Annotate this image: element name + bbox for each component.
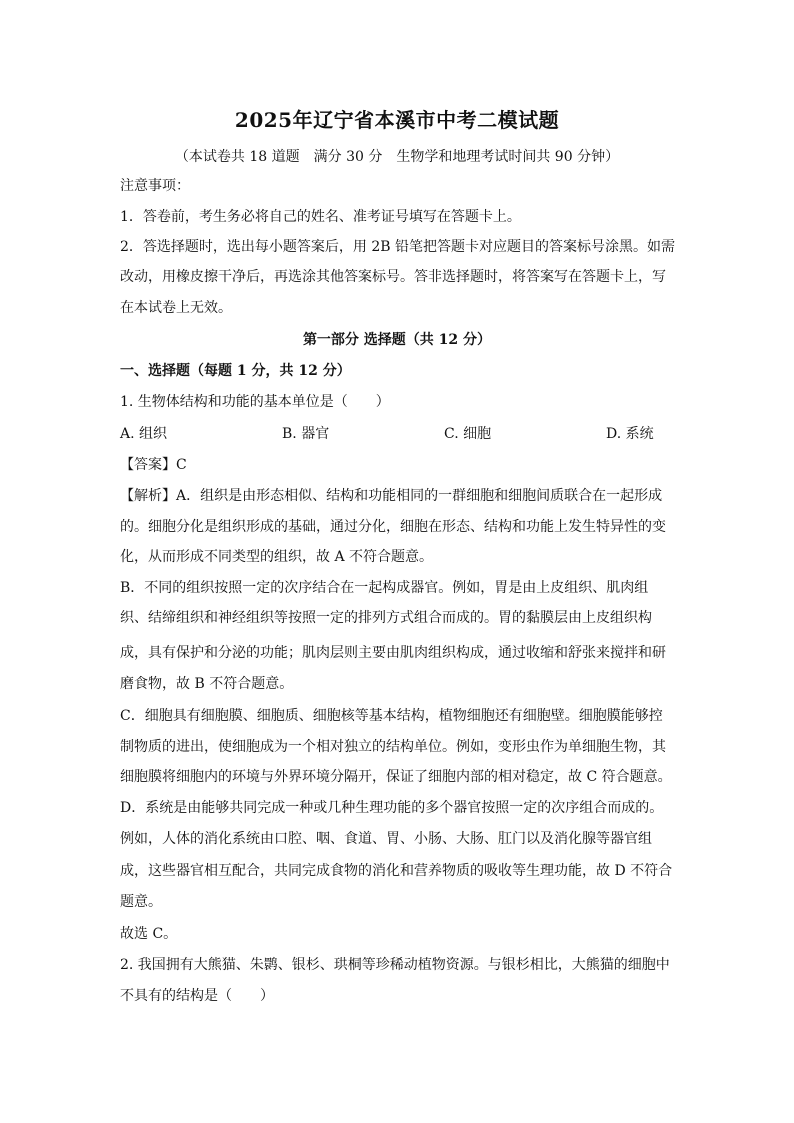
- exam-info-subtitle: （本试卷共 18 道题 满分 30 分 生物学和地理考试时间共 90 分钟）: [174, 149, 620, 165]
- analysis-line: B．不同的组织按照一定的次序结合在一起构成器官。例如，胃是由上皮组织、肌肉组: [120, 580, 649, 596]
- analysis-line: 织、结缔组织和神经组织等按照一定的排列方式组合而成的。胃的黏膜层由上皮组织构: [120, 610, 652, 626]
- analysis-line: D．系统是由能够共同完成一种或几种生理功能的多个器官按照一定的次序组合而成的。: [120, 800, 664, 816]
- notice-line: 1．答卷前，考生务必将自己的姓名、准考证号填写在答题卡上。: [120, 209, 521, 225]
- analysis-line: 细胞膜将细胞内的环境与外界环境分隔开，保证了细胞内部的相对稳定，故 C 符合题意。: [120, 769, 672, 785]
- question-2-stem: 不具有的结构是（ ）: [120, 988, 274, 1004]
- question-1-option-d: D. 系统: [606, 426, 654, 442]
- analysis-line: 【解析】A．组织是由形态相似、结构和功能相同的一群细胞和细胞间质联合在一起形成: [120, 488, 663, 504]
- question-1-stem: 1. 生物体结构和功能的基本单位是（ ）: [120, 394, 390, 410]
- notice-heading: 注意事项：: [120, 178, 190, 194]
- page-title: 2025年辽宁省本溪市中考二模试题: [234, 108, 560, 132]
- question-1-option-c: C. 细胞: [444, 426, 492, 442]
- analysis-line: 化，从而形成不同类型的组织，故 A 不符合题意。: [120, 549, 434, 565]
- analysis-line: 成，具有保护和分泌的功能；肌肉层则主要由肌肉组织构成，通过收缩和舒张来搅拌和研: [120, 645, 666, 661]
- section-heading: 一、选择题（每题 1 分，共 12 分）: [120, 363, 351, 379]
- analysis-line: 例如，人体的消化系统由口腔、咽、食道、胃、小肠、大肠、肛门以及消化腺等器官组: [120, 831, 652, 847]
- notice-line: 改动，用橡皮擦干净后，再选涂其他答案标号。答非选择题时，将答案写在答题卡上，写: [120, 269, 666, 285]
- analysis-line: 制物质的进出，使细胞成为一个相对独立的结构单位。例如，变形虫作为单细胞生物，其: [120, 739, 666, 755]
- notice-line: 2．答选择题时，选出每小题答案后，用 2B 铅笔把答题卡对应题目的答案标号涂黑。如需: [120, 239, 676, 255]
- analysis-line: 成，这些器官相互配合，共同完成食物的消化和营养物质的吸收等生理功能，故 D 不符合: [120, 863, 673, 879]
- analysis-line: 磨食物，故 B 不符合题意。: [120, 676, 294, 692]
- question-1-option-b: B. 器官: [282, 426, 330, 442]
- question-1-answer: 【答案】C: [120, 457, 187, 473]
- part-title: 第一部分 选择题（共 12 分）: [302, 332, 492, 348]
- question-1-option-a: A. 组织: [120, 426, 168, 442]
- analysis-line: C．细胞具有细胞膜、细胞质、细胞核等基本结构，植物细胞还有细胞壁。细胞膜能够控: [120, 708, 663, 724]
- analysis-line: 题意。: [120, 894, 162, 910]
- question-2-stem: 2. 我国拥有大熊猫、朱鹮、银杉、珙桐等珍稀动植物资源。与银杉相比，大熊猫的细胞中: [120, 957, 670, 973]
- notice-line: 在本试卷上无效。: [120, 300, 232, 316]
- analysis-line: 的。细胞分化是组织形成的基础，通过分化，细胞在形态、结构和功能上发生特异性的变: [120, 519, 666, 535]
- analysis-conclusion: 故选 C。: [120, 926, 178, 942]
